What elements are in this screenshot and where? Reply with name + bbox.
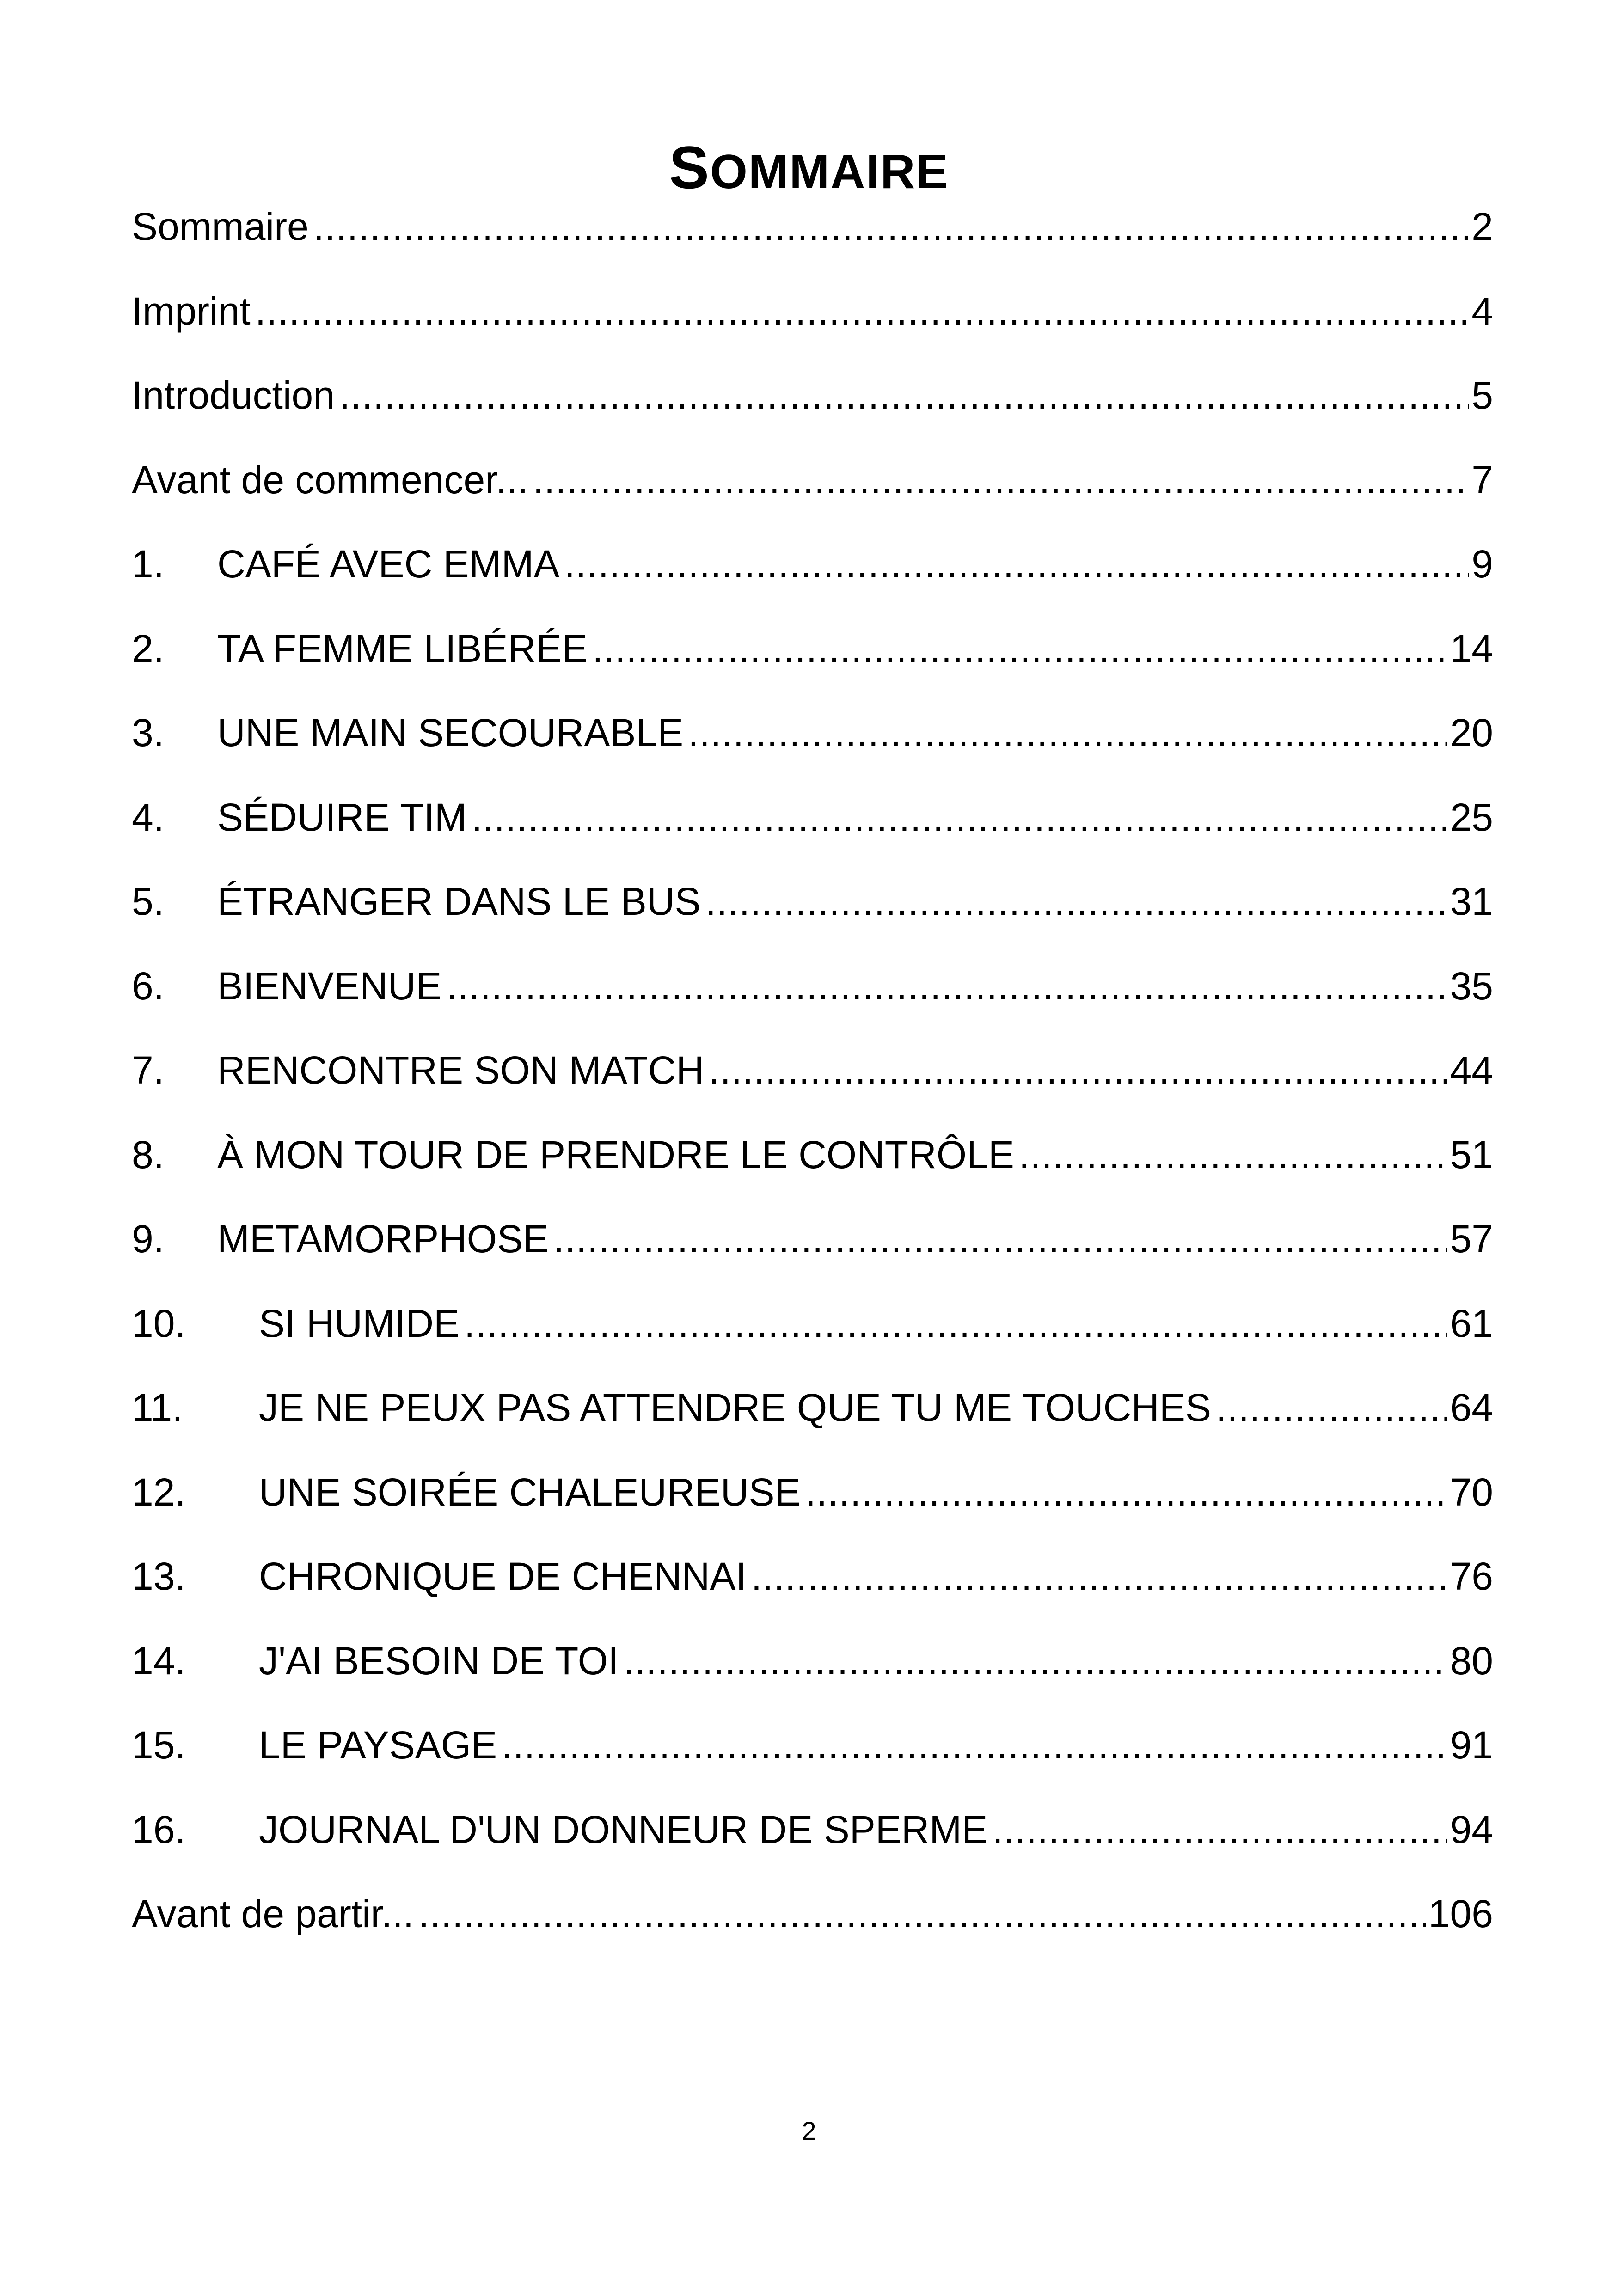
toc-entry-number: 13. bbox=[132, 1555, 186, 1598]
dot-leader bbox=[705, 874, 1447, 929]
toc-entry-number: 1. bbox=[132, 542, 165, 586]
toc-entry-chapter-5[interactable] bbox=[132, 874, 1493, 958]
toc-entry-label: RENCONTRE SON MATCH bbox=[217, 1048, 705, 1092]
toc-entry-number: 7. bbox=[132, 1048, 165, 1092]
toc-entry-label: METAMORPHOSE bbox=[217, 1217, 549, 1261]
toc-entry-page: 20 bbox=[1450, 711, 1493, 754]
toc-entry-chapter-16[interactable] bbox=[132, 1802, 1493, 1886]
page-title-rest: OMMAIRE bbox=[710, 145, 949, 199]
toc-entry-number: 11. bbox=[132, 1386, 183, 1429]
toc-entry-label: SÉDUIRE TIM bbox=[217, 795, 467, 839]
toc-entry-page: 80 bbox=[1450, 1639, 1493, 1683]
toc-entry-label: CHRONIQUE DE CHENNAI bbox=[259, 1555, 747, 1598]
toc-entry-chapter-2[interactable] bbox=[132, 621, 1493, 705]
toc-entry-label: À MON TOUR DE PRENDRE LE CONTRÔLE bbox=[217, 1133, 1014, 1176]
toc-entry-introduction[interactable] bbox=[132, 367, 1493, 452]
toc-entry-label: TA FEMME LIBÉRÉE bbox=[217, 626, 588, 670]
toc-entry-page: 44 bbox=[1450, 1048, 1493, 1092]
toc-entry-chapter-12[interactable] bbox=[132, 1464, 1493, 1549]
toc-entry-label: Introduction bbox=[132, 373, 335, 417]
toc-entry-chapter-15[interactable] bbox=[132, 1717, 1493, 1802]
toc-entry-avant-de-partir[interactable] bbox=[132, 1886, 1493, 1971]
dot-leader bbox=[553, 1211, 1447, 1267]
toc-entry-label: Avant de commencer... bbox=[132, 458, 528, 502]
toc-entry-chapter-1[interactable] bbox=[132, 536, 1493, 621]
toc-entry-page: 106 bbox=[1428, 1892, 1493, 1935]
dot-leader bbox=[418, 1886, 1426, 1941]
dot-leader bbox=[472, 790, 1447, 845]
toc-entry-page: 7 bbox=[1471, 458, 1493, 502]
toc-entry-label: J'AI BESOIN DE TOI bbox=[259, 1639, 619, 1683]
toc-entry-page: 51 bbox=[1450, 1133, 1493, 1176]
dot-leader bbox=[464, 1296, 1447, 1351]
toc-entry-number: 9. bbox=[132, 1217, 165, 1261]
toc-entry-page: 91 bbox=[1450, 1723, 1493, 1767]
dot-leader bbox=[592, 621, 1447, 676]
dot-leader bbox=[446, 958, 1447, 1014]
toc-entry-label: ÉTRANGER DANS LE BUS bbox=[217, 880, 701, 923]
dot-leader bbox=[751, 1549, 1447, 1604]
toc-entry-page: 57 bbox=[1450, 1217, 1493, 1261]
toc-entry-chapter-8[interactable] bbox=[132, 1127, 1493, 1212]
toc-entry-number: 16. bbox=[132, 1807, 186, 1851]
toc-entry-label: JOURNAL D'UN DONNEUR DE SPERME bbox=[259, 1807, 988, 1851]
toc-entry-page: 64 bbox=[1450, 1386, 1493, 1429]
toc-entry-page: 25 bbox=[1450, 795, 1493, 839]
dot-leader bbox=[992, 1802, 1447, 1857]
toc-entry-chapter-3[interactable] bbox=[132, 705, 1493, 790]
toc-entry-page: 94 bbox=[1450, 1807, 1493, 1851]
toc-entry-number: 14. bbox=[132, 1639, 186, 1683]
toc-entry-page: 70 bbox=[1450, 1470, 1493, 1514]
dot-leader bbox=[805, 1464, 1447, 1520]
toc-entry-label: JE NE PEUX PAS ATTENDRE QUE TU ME TOUCHES bbox=[259, 1386, 1211, 1429]
dot-leader bbox=[1019, 1127, 1447, 1182]
toc-entry-number: 4. bbox=[132, 795, 165, 839]
toc-entry-number: 10. bbox=[132, 1301, 186, 1345]
dot-leader bbox=[709, 1042, 1447, 1098]
toc-entry-chapter-14[interactable] bbox=[132, 1633, 1493, 1718]
toc-entry-label: LE PAYSAGE bbox=[259, 1723, 497, 1767]
toc-entry-page: 2 bbox=[1471, 205, 1493, 248]
toc-entry-page: 61 bbox=[1450, 1301, 1493, 1345]
dot-leader bbox=[339, 367, 1469, 423]
page-number: 2 bbox=[802, 2116, 816, 2145]
dot-leader bbox=[255, 283, 1469, 339]
toc-entry-label: Sommaire bbox=[132, 205, 309, 248]
toc-entry-number: 12. bbox=[132, 1470, 186, 1514]
toc-entry-chapter-7[interactable] bbox=[132, 1042, 1493, 1127]
toc-entry-number: 15. bbox=[132, 1723, 186, 1767]
toc-entry-page: 76 bbox=[1450, 1555, 1493, 1598]
dot-leader bbox=[502, 1717, 1447, 1773]
dot-leader bbox=[564, 536, 1469, 592]
toc-entry-page: 9 bbox=[1471, 542, 1493, 586]
dot-leader bbox=[313, 199, 1469, 254]
dot-leader bbox=[533, 452, 1469, 508]
toc-entry-sommaire[interactable] bbox=[132, 199, 1493, 283]
toc-entry-chapter-4[interactable] bbox=[132, 790, 1493, 874]
toc-entry-imprint[interactable] bbox=[132, 283, 1493, 368]
toc-entry-label: SI HUMIDE bbox=[259, 1301, 460, 1345]
toc-entry-page: 14 bbox=[1450, 626, 1493, 670]
toc-entry-number: 8. bbox=[132, 1133, 165, 1176]
toc-entry-number: 3. bbox=[132, 711, 165, 754]
dot-leader bbox=[623, 1633, 1447, 1689]
toc-entry-label: Avant de partir... bbox=[132, 1892, 414, 1935]
toc-entry-chapter-11[interactable] bbox=[132, 1380, 1493, 1464]
toc-entry-avant-de-commencer[interactable] bbox=[132, 452, 1493, 537]
page-title-initial: S bbox=[669, 134, 711, 202]
dot-leader bbox=[1216, 1380, 1447, 1435]
toc-entry-page: 4 bbox=[1471, 289, 1493, 333]
toc-entry-chapter-9[interactable] bbox=[132, 1211, 1493, 1296]
toc-entry-number: 2. bbox=[132, 626, 165, 670]
toc-entry-chapter-6[interactable] bbox=[132, 958, 1493, 1043]
table-of-contents bbox=[132, 199, 1493, 1971]
toc-entry-label: CAFÉ AVEC EMMA bbox=[217, 542, 560, 586]
toc-entry-page: 31 bbox=[1450, 880, 1493, 923]
toc-entry-label: BIENVENUE bbox=[217, 964, 442, 1008]
dot-leader bbox=[688, 705, 1447, 760]
toc-entry-page: 35 bbox=[1450, 964, 1493, 1008]
toc-entry-number: 6. bbox=[132, 964, 165, 1008]
toc-entry-chapter-13[interactable] bbox=[132, 1549, 1493, 1633]
toc-entry-page: 5 bbox=[1471, 373, 1493, 417]
page-title bbox=[0, 133, 1618, 207]
toc-entry-label: UNE SOIRÉE CHALEUREUSE bbox=[259, 1470, 801, 1514]
toc-entry-label: Imprint bbox=[132, 289, 251, 333]
toc-entry-number: 5. bbox=[132, 880, 165, 923]
toc-entry-label: UNE MAIN SECOURABLE bbox=[217, 711, 684, 754]
toc-entry-chapter-10[interactable] bbox=[132, 1296, 1493, 1380]
